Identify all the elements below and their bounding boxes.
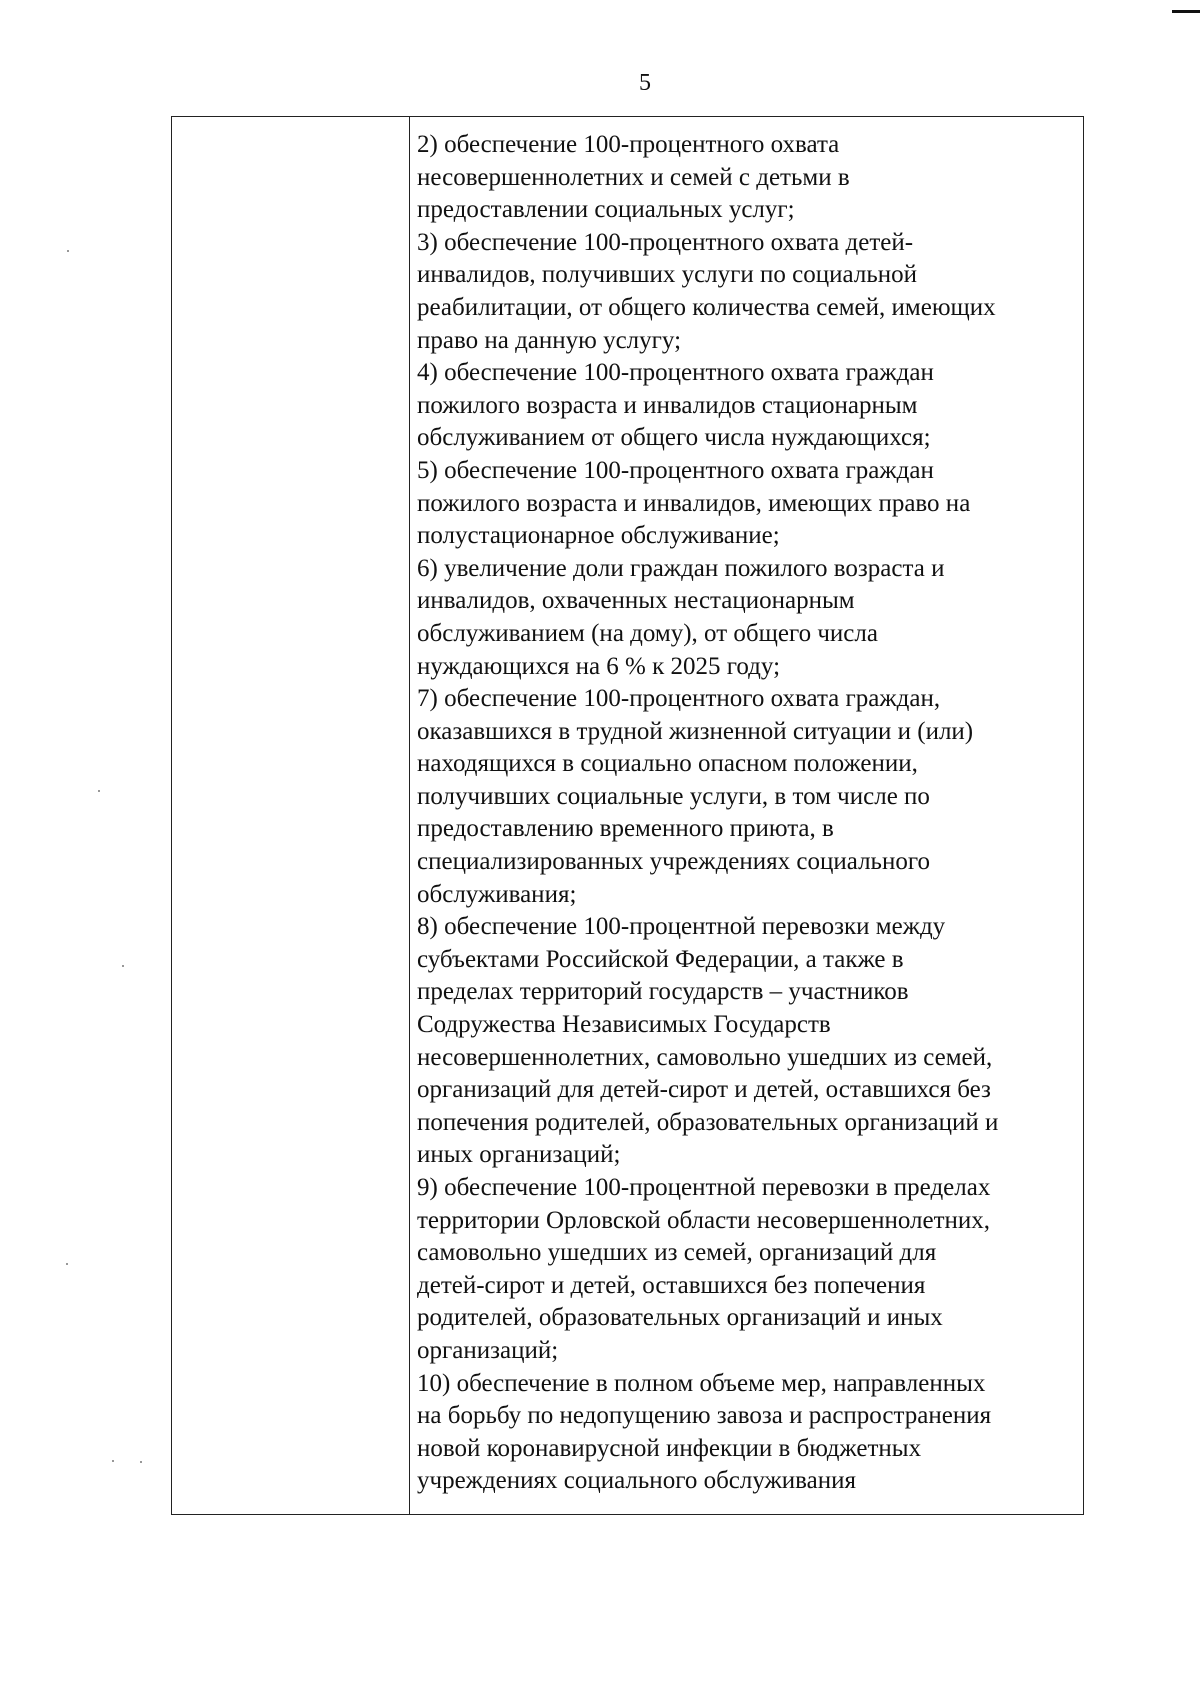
content-line: попечения родителей, образовательных организаций и: [417, 1108, 999, 1136]
content-line: несовершеннолетних, самовольно ушедших из семей,: [417, 1043, 993, 1071]
content-line: Содружества Независимых Государств: [417, 1011, 831, 1039]
content-line: 7) обеспечение 100-процентного охвата граждан,: [417, 685, 941, 713]
content-line: организаций;: [417, 1336, 559, 1364]
content-line: специализированных учреждениях социального: [417, 848, 930, 876]
scan-edge-mark: [1172, 0, 1200, 13]
page-number: 5: [639, 70, 651, 96]
scan-speck: [140, 1461, 142, 1463]
content-line: находящихся в социально опасном положении,: [417, 750, 918, 778]
content-line: предоставлении социальных услуг;: [417, 196, 795, 224]
content-line: пожилого возраста и инвалидов стационарным: [417, 391, 918, 419]
content-line: обслуживания;: [417, 880, 577, 908]
content-line: несовершеннолетних и семей с детьми в: [417, 163, 850, 191]
content-line: самовольно ушедших из семей, организаций для: [417, 1239, 937, 1267]
content-line: 6) увеличение доли граждан пожилого возраста и: [417, 554, 945, 582]
content-line: полустационарное обслуживание;: [417, 522, 780, 550]
content-line: организаций для детей-сирот и детей, оставшихся без: [417, 1076, 991, 1104]
content-line: родителей, образовательных организаций и иных: [417, 1304, 943, 1332]
content-line: 2) обеспечение 100-процентного охвата: [417, 131, 840, 158]
document-table: [171, 116, 1084, 1515]
content-line: 4) обеспечение 100-процентного охвата граждан: [417, 359, 934, 387]
content-line: 9) обеспечение 100-процентной перевозки в пределах: [417, 1174, 991, 1201]
content-line: субъектами Российской Федерации, а также в: [417, 945, 904, 973]
table-left-cell: [172, 117, 410, 1514]
content-line: новой коронавирусной инфекции в бюджетных: [417, 1434, 922, 1462]
content-line: 10) обеспечение в полном объеме мер, направленных: [417, 1369, 986, 1397]
content-line: получивших социальные услуги, в том числе по: [417, 782, 930, 810]
content-line: инвалидов, охваченных нестационарным: [417, 587, 855, 615]
scan-speck: [122, 965, 124, 967]
scan-speck: [98, 790, 100, 792]
content-line: 5) обеспечение 100-процентного охвата граждан: [417, 456, 934, 484]
content-line: иных организаций;: [417, 1141, 621, 1169]
content-line: 8) обеспечение 100-процентной перевозки между: [417, 913, 946, 941]
scan-speck: [66, 1263, 68, 1265]
content-line: обслуживанием от общего числа нуждающихся;: [417, 424, 931, 452]
scan-speck: [67, 250, 69, 252]
content-line: территории Орловской области несовершеннолетних,: [417, 1206, 991, 1234]
content-line: пределах территорий государств – участников: [417, 978, 909, 1006]
content-line: предоставлению временного приюта, в: [417, 815, 834, 843]
content-line: пожилого возраста и инвалидов, имеющих право на: [417, 489, 971, 517]
content-line: оказавшихся в трудной жизненной ситуации и (или): [417, 717, 974, 745]
content-line: 3) обеспечение 100-процентного охвата детей-: [417, 228, 914, 256]
content-line: реабилитации, от общего количества семей, имеющих: [417, 293, 996, 321]
content-line: учреждениях социального обслуживания: [417, 1467, 857, 1495]
content-line: право на данную услугу;: [417, 326, 682, 354]
table-right-cell: [410, 117, 1083, 1514]
content-line: нуждающихся на 6 % к 2025 году;: [417, 652, 781, 680]
scan-speck: [112, 1460, 114, 1462]
content-line: детей-сирот и детей, оставшихся без попечения: [417, 1271, 926, 1299]
content-line: обслуживанием (на дому), от общего числа: [417, 619, 878, 647]
content-line: инвалидов, получивших услуги по социальной: [417, 261, 917, 289]
content-line: на борьбу по недопущению завоза и распространения: [417, 1402, 992, 1430]
